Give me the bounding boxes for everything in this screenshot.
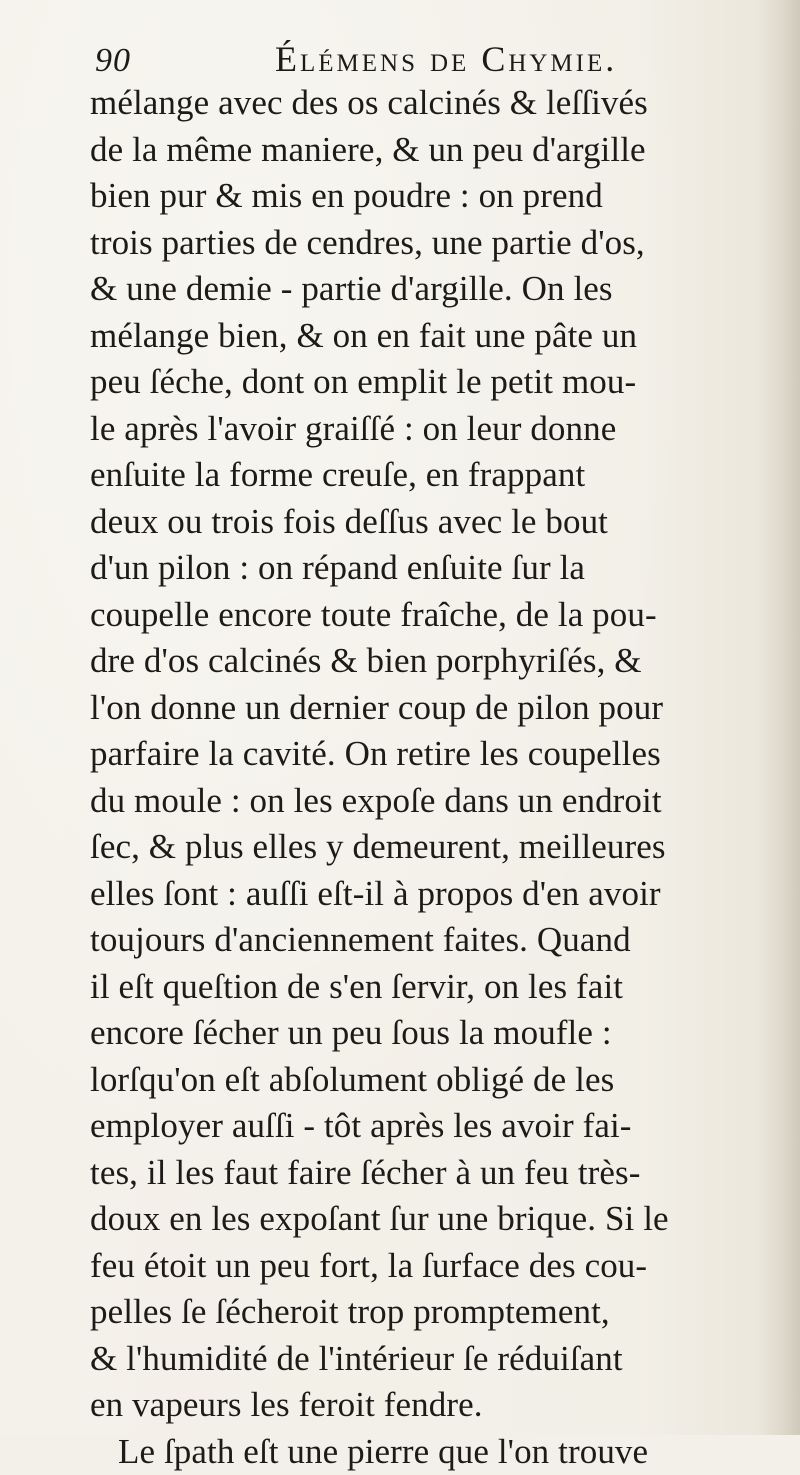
text-line-paragraph-start: Le ſpath eſt une pierre que l'on trouve [90,1429,778,1475]
body-text [90,80,778,1475]
text-line: mélange bien, & on en fait une pâte un [90,313,778,360]
text-line: feu étoit un peu fort, la ſurface des cou- [90,1243,778,1290]
text-line: elles ſont : auſſi eſt-il à propos d'en avoir [90,871,778,918]
page-number: 90 [95,42,131,80]
text-line: de la même maniere, & un peu d'argille [90,127,778,174]
text-line: du moule : on les expoſe dans un endroit [90,778,778,825]
text-line: doux en les expoſant ſur une brique. Si le [90,1196,778,1243]
text-line: tes, il les faut faire ſécher à un feu très- [90,1150,778,1197]
text-line: ſec, & plus elles y demeurent, meilleures [90,824,778,871]
text-line: trois parties de cendres, une partie d'os, [90,220,778,267]
text-line: lorſqu'on eſt abſolument obligé de les [90,1057,778,1104]
text-line: il eſt queſtion de s'en ſervir, on les fait [90,964,778,1011]
text-line: & l'humidité de l'intérieur ſe réduiſant [90,1336,778,1383]
text-line: l'on donne un dernier coup de pilon pour [90,685,778,732]
text-line: d'un pilon : on répand enſuite ſur la [90,545,778,592]
text-line: deux ou trois fois deſſus avec le bout [90,499,778,546]
text-line: toujours d'anciennement faites. Quand [90,917,778,964]
text-line: employer auſſi - tôt après les avoir fai- [90,1103,778,1150]
text-line: pelles ſe ſécheroit trop promptement, [90,1289,778,1336]
text-line: peu ſéche, dont on emplit le petit mou- [90,359,778,406]
text-line: dre d'os calcinés & bien porphyriſés, & [90,638,778,685]
text-line: encore ſécher un peu ſous la moufle : [90,1010,778,1057]
running-title: Élémens de Chymie. [275,38,617,80]
text-line: mélange avec des os calcinés & leſſivés [90,80,778,127]
text-line: en vapeurs les feroit fendre. [90,1382,778,1429]
text-line: & une demie - partie d'argille. On les [90,266,778,313]
text-line: le après l'avoir graiſſé : on leur donne [90,406,778,453]
text-line: bien pur & mis en poudre : on prend [90,173,778,220]
text-line: enſuite la forme creuſe, en frappant [90,452,778,499]
text-line: parfaire la cavité. On retire les coupelles [90,731,778,778]
text-line: coupelle encore toute fraîche, de la pou- [90,592,778,639]
